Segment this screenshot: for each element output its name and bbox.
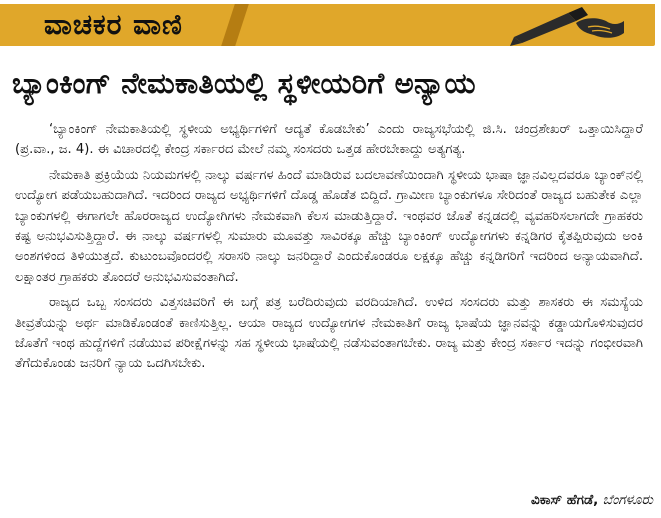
article-body <box>15 120 643 380</box>
author-city: ಬೆಂಗಳೂರು <box>602 492 653 508</box>
article-headline: ಬ್ಯಾಂಕಿಂಗ್ ನೇಮಕಾತಿಯಲ್ಲಿ ಸ್ಥಳೀಯರಿಗೆ ಅನ್ಯಾಯ <box>12 66 476 100</box>
article-paragraph: ನೇಮಕಾತಿ ಪ್ರಕ್ರಿಯೆಯ ನಿಯಮಗಳಲ್ಲಿ ನಾಲ್ಕು ವರ್ಷಗಳ ಹಿಂದೆ ಮಾಡಿರುವ ಬದಲಾವಣೆಯಿಂದಾಗಿ ಸ್ಥಳೀಯ ಭಾಷಾ ಜ್ಞಾನವಿಲ್ಲದವರೂ ಬ್ಯಾಂಕ್‌ನಲ್ಲಿ ಉದ್ಯೋಗ ಪಡೆಯಬಹುದಾಗಿದೆ. ಇದರಿಂದ ರಾಜ್ಯದ ಅಭ್ಯರ್ಥಿಗಳಿಗೆ ದೊಡ್ಡ ಹೊಡೆತ ಬಿದ್ದಿದೆ. ಗ್ರಾಮೀಣ ಬ್ಯಾಂಕುಗಳೂ ಸೇರಿದಂತೆ ರಾಜ್ಯದ ಬಹುತೇಕ ಎಲ್ಲಾ ಬ್ಯಾಂಕುಗಳಲ್ಲಿ ಈಗಾಗಲೇ ಹೊರರಾಜ್ಯದ ಉದ್ಯೋಗಿಗಳು ನೇಮಕವಾಗಿ ಕೆಲಸ ಮಾಡುತ್ತಿದ್ದಾರೆ. ಇಂಥವರ ಜೊತೆ ಕನ್ನಡದಲ್ಲಿ ವ್ಯವಹರಿಸಲಾಗದೇ ಗ್ರಾಹಕರು ಕಷ್ಟ ಅನುಭವಿಸುತ್ತಿದ್ದಾರೆ. ಈ ನಾಲ್ಕು ವರ್ಷಗಳಲ್ಲಿ ಸುಮಾರು ಮೂವತ್ತು ಸಾವಿರಕ್ಕೂ ಹೆಚ್ಚು ಬ್ಯಾಂಕಿಂಗ್ ಉದ್ಯೋಗಗಳು ಕನ್ನಡಿಗರ ಕೈತಪ್ಪಿರುವುದು ಅಂಕಿ ಅಂಶಗಳಿಂದ ತಿಳಿಯುತ್ತದೆ. ಕುಟುಂಬವೊಂದರಲ್ಲಿ ಸರಾಸರಿ ನಾಲ್ಕು ಜನರಿದ್ದಾರೆ ಎಂದುಕೊಂಡರೂ ಲಕ್ಷಕ್ಕೂ ಹೆಚ್ಚು ಕನ್ನಡಿಗರಿಗೆ ಇದರಿಂದ ಅನ್ಯಾಯವಾಗಿದೆ. ಲಕ್ಷಾಂತರ ಗ್ರಾಹಕರು ತೊಂದರೆ ಅನುಭವಿಸುವಂತಾಗಿದೆ. <box>15 167 643 285</box>
author-name: ವಿಕಾಸ್ ಹೆಗಡೆ, <box>531 492 599 508</box>
section-title: ವಾಚಕರ ವಾಣಿ <box>44 8 183 41</box>
byline <box>531 492 653 508</box>
pen-writing-icon <box>506 3 626 47</box>
section-banner <box>0 0 661 56</box>
article-paragraph: ರಾಜ್ಯದ ಒಬ್ಬ ಸಂಸದರು ವಿತ್ತಸಚಿವರಿಗೆ ಈ ಬಗ್ಗೆ ಪತ್ರ ಬರೆದಿರುವುದು ವರದಿಯಾಗಿದೆ. ಉಳಿದ ಸಂಸದರು ಮತ್ತು ಶಾಸಕರು ಈ ಸಮಸ್ಯೆಯ ತೀವ್ರತೆಯನ್ನು ಅರ್ಥ ಮಾಡಿಕೊಂಡಂತೆ ಕಾಣಿಸುತ್ತಿಲ್ಲ. ಆಯಾ ರಾಜ್ಯದ ಉದ್ಯೋಗಗಳ ನೇಮಕಾತಿಗೆ ರಾಜ್ಯ ಭಾಷೆಯ ಜ್ಞಾನವನ್ನು ಕಡ್ಡಾಯಗೊಳಿಸುವುದರ ಜೊತೆಗೆ ಇಂಥ ಹುದ್ದೆಗಳಿಗೆ ನಡೆಯುವ ಪರೀಕ್ಷೆಗಳನ್ನು ಸಹ ಸ್ಥಳೀಯ ಭಾಷೆಯಲ್ಲಿ ನಡೆಸುವಂತಾಗಬೇಕು. ರಾಜ್ಯ ಮತ್ತು ಕೇಂದ್ರ ಸರ್ಕಾರ ಇದನ್ನು ಗಂಭೀರವಾಗಿ ತೆಗೆದುಕೊಂಡು ಜನರಿಗೆ ನ್ಯಾಯ ಒದಗಿಸಬೇಕು. <box>15 295 643 372</box>
article-paragraph: ‘ಬ್ಯಾಂಕಿಂಗ್ ನೇಮಕಾತಿಯಲ್ಲಿ ಸ್ಥಳೀಯ ಅಭ್ಯರ್ಥಿಗಳಿಗೆ ಆದ್ಯತೆ ಕೊಡಬೇಕು’ ಎಂದು ರಾಜ್ಯಸಭೆಯಲ್ಲಿ ಜಿ.ಸಿ. ಚಂದ್ರಶೇಖರ್ ಒತ್ತಾಯಿಸಿದ್ದಾರೆ (ಪ್ರ.ವಾ., ಜ. 4). ಈ ವಿಚಾರದಲ್ಲಿ ಕೇಂದ್ರ ಸರ್ಕಾರದ ಮೇಲೆ ನಮ್ಮ ಸಂಸದರು ಒತ್ತಡ ಹೇರಬೇಕಾದ್ದು ಅತ್ಯಗತ್ಯ. <box>15 122 643 158</box>
